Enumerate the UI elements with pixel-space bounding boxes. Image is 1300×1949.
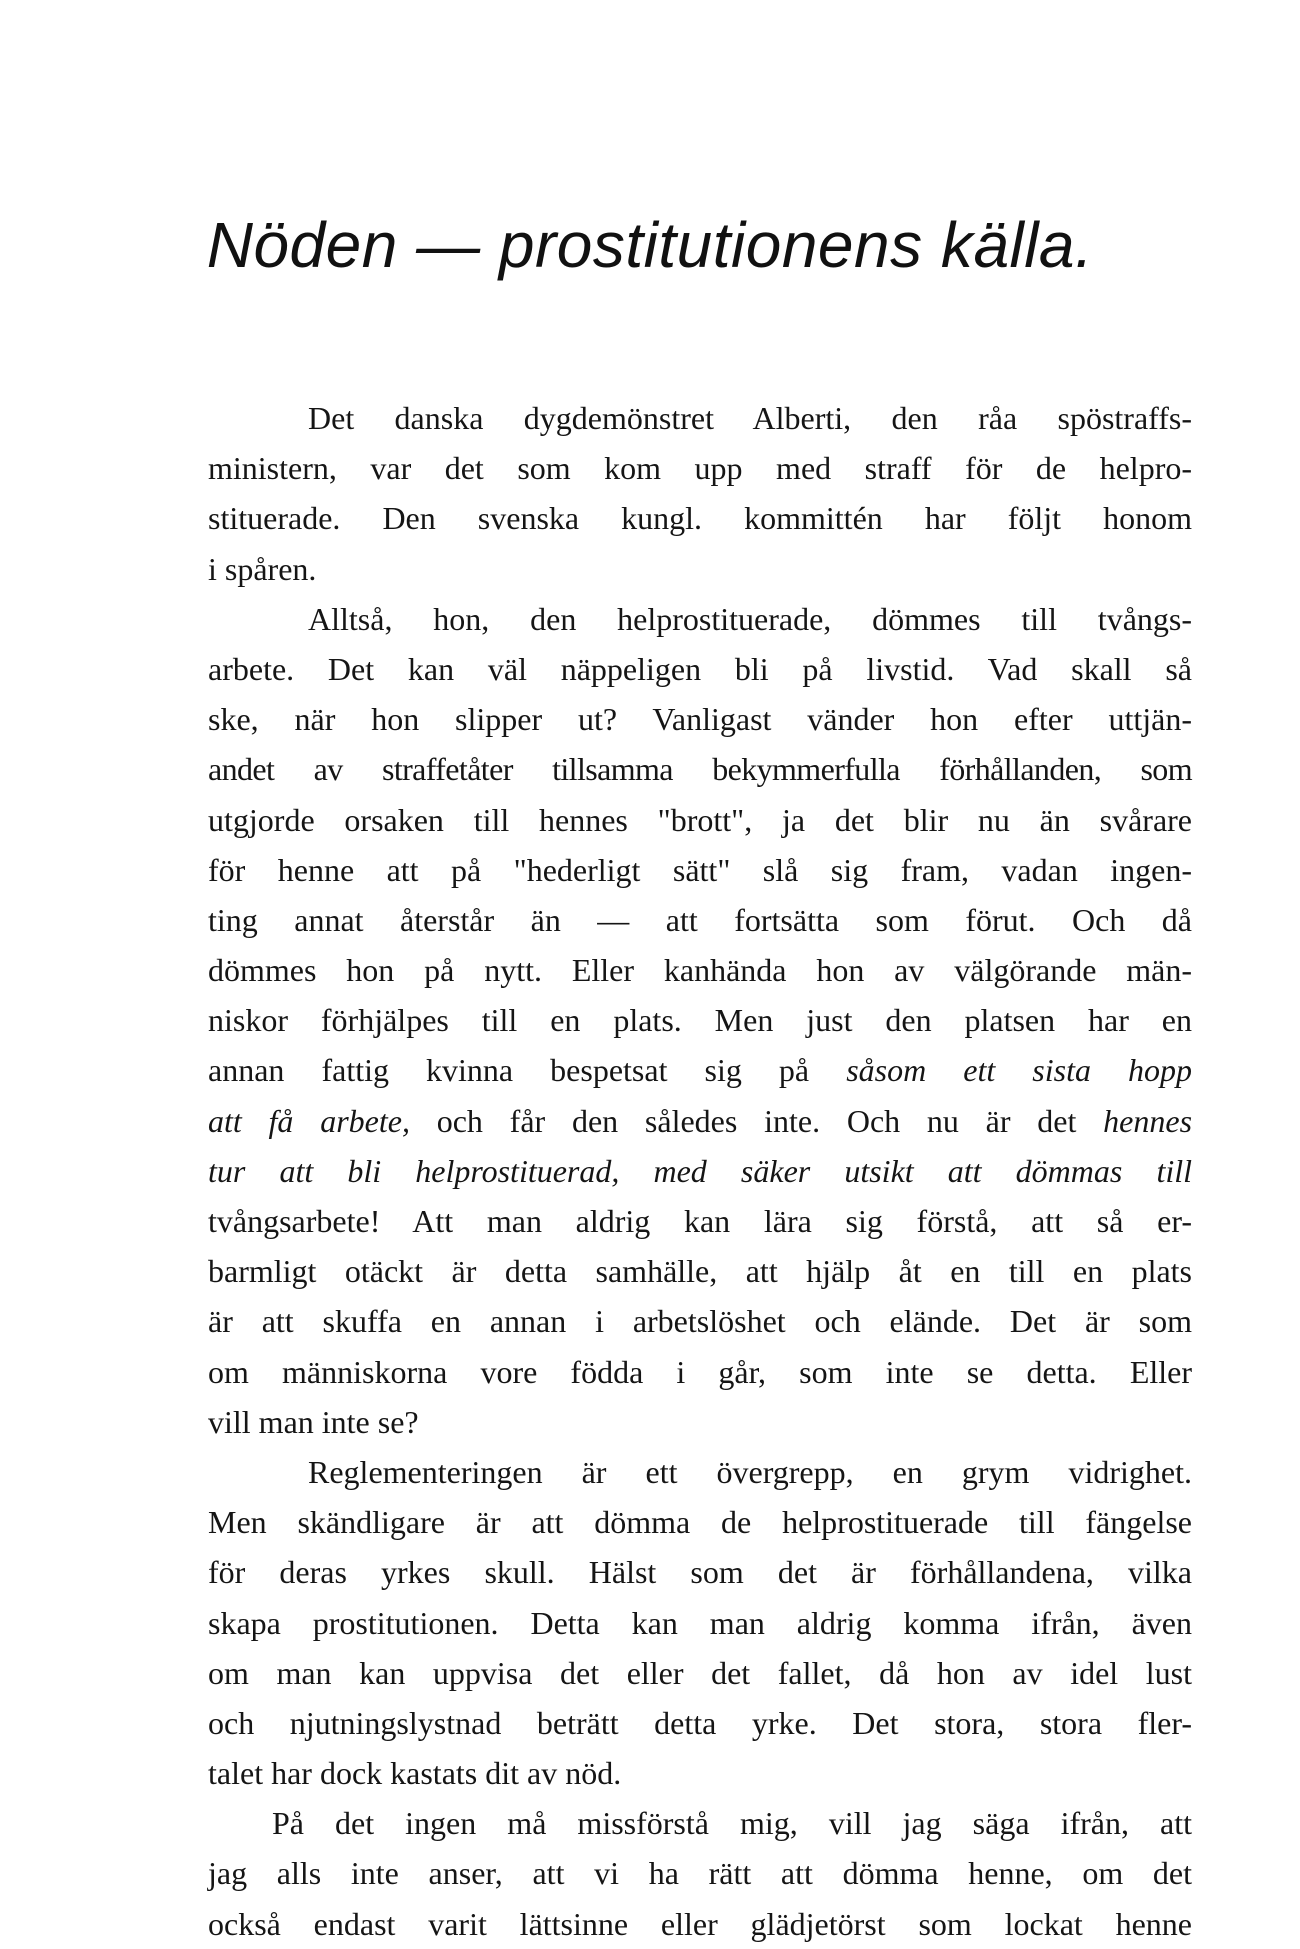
page-title: Nöden — prostitutionens källa. bbox=[206, 209, 1094, 281]
text-line: och njutningslystnad beträtt detta yrke. Det stora, stora fler- bbox=[208, 1704, 1192, 1741]
text-line: ministern, var det som kom upp med straff för de helpro- bbox=[208, 450, 1192, 487]
text-line: Det danska dygdemönstret Alberti, den råa spöstraffs- bbox=[308, 400, 1192, 436]
text-line: vill man inte se? bbox=[208, 1403, 419, 1440]
text-line: barmligt otäckt är detta samhälle, att hjälp åt en till en plats bbox=[208, 1253, 1192, 1290]
text-line: utgjorde orsaken till hennes "brott", ja det blir nu än svårare bbox=[208, 801, 1192, 838]
text-line: för henne att på "hederligt sätt" slå sig fram, vadan ingen- bbox=[208, 851, 1192, 888]
text-line: På det ingen må missförstå mig, vill jag säga ifrån, att bbox=[272, 1805, 1192, 1842]
text-line: talet har dock kastats dit av nöd. bbox=[208, 1755, 622, 1792]
text-line: niskor förhjälpes till en plats. Men just den platsen har en bbox=[208, 1002, 1192, 1039]
text-line: dömmes hon på nytt. Eller kanhända hon av välgörande män- bbox=[208, 952, 1192, 989]
text-line: för deras yrkes skull. Hälst som det är förhållandena, vilka bbox=[208, 1554, 1192, 1591]
text-line bbox=[208, 1045, 1192, 1095]
text-line: stituerade. Den svenska kungl. kommittén har följt honom bbox=[208, 500, 1192, 537]
text-line: är att skuffa en annan i arbetslöshet och elände. Det är som bbox=[208, 1303, 1192, 1340]
article-body bbox=[208, 393, 1192, 1949]
text-line: andet av straffetåter tillsamma bekymmerfulla förhållanden, som bbox=[208, 751, 1192, 788]
text-segment: annan fattig kvinna bespetsat sig på bbox=[208, 1052, 810, 1089]
emphasis-text: hennes bbox=[1103, 1102, 1193, 1139]
text-line: om man kan uppvisa det eller det fallet, då hon av idel lust bbox=[208, 1654, 1192, 1691]
text-line: i spåren. bbox=[208, 550, 317, 587]
text-line: också endast varit lättsinne eller glädjetörst som lockat henne bbox=[208, 1905, 1192, 1942]
emphasis-text: att få arbete, bbox=[208, 1102, 410, 1139]
text-line: tvångsarbete! Att man aldrig kan lära sig förstå, att så er- bbox=[208, 1203, 1192, 1239]
text-line: Alltså, hon, den helprostituerade, dömmes till tvångs- bbox=[308, 600, 1192, 637]
text-line: ting annat återstår än — att fortsätta som förut. Och då bbox=[208, 901, 1192, 938]
emphasis-text: såsom ett sista hopp bbox=[846, 1052, 1193, 1089]
text-line: om människorna vore födda i går, som inte se detta. Eller bbox=[208, 1353, 1192, 1390]
text-line: tur att bli helprostituerad, med säker utsikt att dömmas till bbox=[208, 1152, 1192, 1189]
text-segment: och får den således inte. Och nu är det bbox=[436, 1102, 1077, 1139]
text-line: arbete. Det kan väl näppeligen bli på livstid. Vad skall så bbox=[208, 650, 1192, 687]
text-line: skapa prostitutionen. Detta kan man aldrig komma ifrån, även bbox=[208, 1604, 1192, 1641]
text-line bbox=[208, 1096, 1192, 1146]
text-line: jag alls inte anser, att vi ha rätt att dömma henne, om det bbox=[208, 1855, 1192, 1892]
text-line: Men skändligare är att dömma de helprostituerade till fängelse bbox=[208, 1504, 1192, 1541]
text-line: Reglementeringen är ett övergrepp, en grym vidrighet. bbox=[308, 1453, 1192, 1490]
text-line: ske, när hon slipper ut? Vanligast vänder hon efter uttjän- bbox=[208, 701, 1192, 738]
